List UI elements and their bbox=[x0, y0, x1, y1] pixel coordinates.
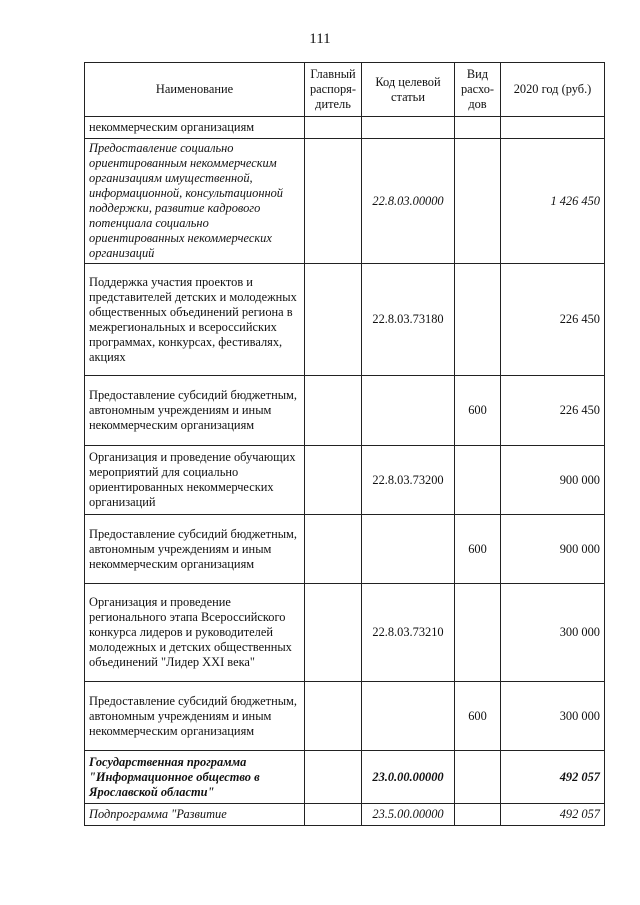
row-kind bbox=[455, 584, 501, 682]
row-manager bbox=[305, 804, 362, 826]
header-code: Код целевой статьи bbox=[362, 63, 455, 117]
row-name: Поддержка участия проектов и представителей детских и молодежных общественных объединений региона в межрегиональных и всероссийских программах, конкурсах, фестивалях, акциях bbox=[85, 264, 305, 376]
row-manager bbox=[305, 682, 362, 751]
row-kind: 600 bbox=[455, 515, 501, 584]
row-name: Предоставление субсидий бюджетным, автономным учреждениям и иным некоммерческим организациям bbox=[85, 515, 305, 584]
row-amount: 492 057 bbox=[501, 804, 605, 826]
row-kind bbox=[455, 751, 501, 804]
row-code bbox=[362, 117, 455, 139]
table-header-row bbox=[85, 63, 605, 117]
row-kind bbox=[455, 446, 501, 515]
row-manager bbox=[305, 117, 362, 139]
row-name: некоммерческим организациям bbox=[85, 117, 305, 139]
budget-table bbox=[84, 62, 605, 826]
page-number: 111 bbox=[309, 31, 331, 47]
row-code: 23.5.00.00000 bbox=[362, 804, 455, 826]
row-kind bbox=[455, 139, 501, 264]
row-code bbox=[362, 515, 455, 584]
row-kind bbox=[455, 264, 501, 376]
row-name: Предоставление субсидий бюджетным, автономным учреждениям и иным некоммерческим организациям bbox=[85, 682, 305, 751]
row-amount: 492 057 bbox=[501, 751, 605, 804]
row-name: Организация и проведение регионального этапа Всероссийского конкурса лидеров и руководителей молодежных и детских общественных объединений "Лидер XXI века" bbox=[85, 584, 305, 682]
header-amount: 2020 год (руб.) bbox=[501, 63, 605, 117]
header-name: Наименование bbox=[85, 63, 305, 117]
row-name: Государственная программа "Информационное общество в Ярославской области" bbox=[85, 751, 305, 804]
row-code: 22.8.03.73180 bbox=[362, 264, 455, 376]
table-row bbox=[85, 804, 605, 826]
row-kind: 600 bbox=[455, 682, 501, 751]
row-name: Предоставление социально ориентированным некоммерческим организациям имущественной, информационной, консультационной поддержки, развитие кадрового потенциала социально ориентированных некоммерческих организаций bbox=[85, 139, 305, 264]
header-manager: Главный распоря-дитель bbox=[305, 63, 362, 117]
row-amount: 900 000 bbox=[501, 515, 605, 584]
table-row bbox=[85, 751, 605, 804]
row-manager bbox=[305, 376, 362, 446]
table-body bbox=[85, 117, 605, 826]
row-manager bbox=[305, 515, 362, 584]
table-row bbox=[85, 584, 605, 682]
row-name: Предоставление субсидий бюджетным, автономным учреждениям и иным некоммерческим организациям bbox=[85, 376, 305, 446]
row-code: 23.0.00.00000 bbox=[362, 751, 455, 804]
row-kind: 600 bbox=[455, 376, 501, 446]
row-code: 22.8.03.73210 bbox=[362, 584, 455, 682]
row-manager bbox=[305, 139, 362, 264]
row-amount bbox=[501, 117, 605, 139]
table-row bbox=[85, 264, 605, 376]
row-amount: 226 450 bbox=[501, 264, 605, 376]
row-amount: 300 000 bbox=[501, 584, 605, 682]
row-kind bbox=[455, 804, 501, 826]
row-code: 22.8.03.73200 bbox=[362, 446, 455, 515]
row-manager bbox=[305, 264, 362, 376]
row-kind bbox=[455, 117, 501, 139]
table-row bbox=[85, 446, 605, 515]
row-code bbox=[362, 376, 455, 446]
row-amount: 1 426 450 bbox=[501, 139, 605, 264]
row-code bbox=[362, 682, 455, 751]
header-kind: Вид расхо-дов bbox=[455, 63, 501, 117]
row-amount: 226 450 bbox=[501, 376, 605, 446]
row-amount: 900 000 bbox=[501, 446, 605, 515]
row-manager bbox=[305, 446, 362, 515]
table-row bbox=[85, 139, 605, 264]
table-row bbox=[85, 117, 605, 139]
row-code: 22.8.03.00000 bbox=[362, 139, 455, 264]
row-manager bbox=[305, 584, 362, 682]
row-name: Подпрограмма "Развитие bbox=[85, 804, 305, 826]
table-row bbox=[85, 376, 605, 446]
row-name: Организация и проведение обучающих мероприятий для социально ориентированных некоммерческих организаций bbox=[85, 446, 305, 515]
row-amount: 300 000 bbox=[501, 682, 605, 751]
table-row bbox=[85, 515, 605, 584]
row-manager bbox=[305, 751, 362, 804]
table-row bbox=[85, 682, 605, 751]
